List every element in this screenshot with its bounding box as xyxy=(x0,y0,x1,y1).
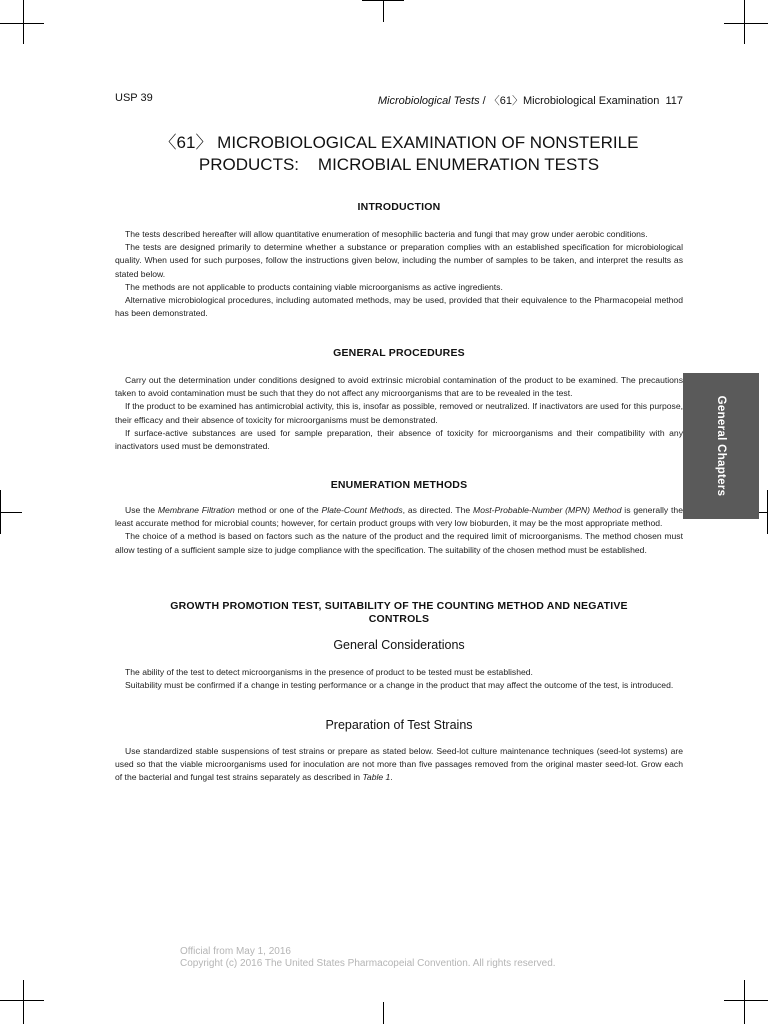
preparation-of-test-strains-heading: Preparation of Test Strains xyxy=(325,718,473,732)
general-chapters-tab xyxy=(683,373,759,519)
mpn-method-ref: Most-Probable-Number (MPN) Method xyxy=(473,505,622,515)
paragraph: The tests described hereafter will allow quantitative enumeration of mesophilic bacteria and fungi that may grow under aerobic conditions. xyxy=(125,229,648,239)
general-chapters-tab-label: General Chapters xyxy=(715,395,727,497)
enumeration-methods-body xyxy=(115,504,683,557)
general-procedures-body xyxy=(115,374,683,453)
table-1-ref: Table 1 xyxy=(362,772,391,783)
introduction-body xyxy=(115,228,683,320)
general-considerations-body xyxy=(115,666,683,692)
paragraph: The tests are designed primarily to determine whether a substance or preparation complies with an established specification for microbiological quality. When used for such purposes, follow the instructions given below, including the number of samples to be taken, and interpret the results as stated below. xyxy=(115,242,683,279)
paragraph: Carry out the determination under conditions designed to avoid extrinsic microbial contamination of the product to be examined. The precautions taken to avoid contamination must be such that they do not affect any microorganisms that are to be revealed in the test. xyxy=(115,375,683,399)
growth-promotion-heading: GROWTH PROMOTION TEST, SUITABILITY OF THE COUNTING METHOD AND NEGATIVE CONTROLS xyxy=(170,600,628,625)
chapter-title xyxy=(115,132,683,176)
introduction-heading: INTRODUCTION xyxy=(357,201,441,213)
enumeration-methods-heading: ENUMERATION METHODS xyxy=(330,479,468,491)
paragraph: Use the Membrane Filtration method or one of the Plate-Count Methods, as directed. The Most-Probable-Number (MPN) Method is generally the least accurate method for microbial counts; however, for certain product groups with very low bioburden, it may be the most appropriate method. xyxy=(115,505,683,529)
running-head-section-rest: / 〈61〉Microbiological Examination xyxy=(479,95,660,107)
general-procedures-heading: GENERAL PROCEDURES xyxy=(333,347,465,359)
paragraph: The choice of a method is based on factors such as the nature of the product and the required limit of microorganisms. The method chosen must allow testing of a sufficient sample size to judge compliance with the specification. The suitability of the chosen method must be established. xyxy=(115,531,683,555)
paragraph: If the product to be examined has antimicrobial activity, this is, insofar as possible, removed or neutralized. If inactivators are used for this purpose, their efficacy and their absence of toxicity for microorganisms must be demonstrated. xyxy=(115,401,683,425)
running-head-section xyxy=(378,92,683,108)
copyright-notice: Copyright (c) 2016 The United States Pharmacopeial Convention. All rights reserved. xyxy=(180,958,556,969)
paragraph: The ability of the test to detect microorganisms in the presence of product to be tested must be established. xyxy=(125,667,533,677)
page-number: 117 xyxy=(665,95,683,107)
paragraph: The methods are not applicable to products containing viable microorganisms as active ingredients. xyxy=(125,281,503,292)
general-considerations-heading: General Considerations xyxy=(333,638,465,652)
plate-count-ref: Plate-Count Methods xyxy=(321,505,403,515)
membrane-filtration-ref: Membrane Filtration xyxy=(157,505,235,515)
paragraph: Alternative microbiological procedures, including automated methods, may be used, provided that their equivalence to the Pharmacopeial method has been demonstrated. xyxy=(115,295,683,319)
chapter-title-line1: 〈61〉 MICROBIOLOGICAL EXAMINATION OF NONSTERILE xyxy=(159,133,639,152)
paragraph: If surface-active substances are used for sample preparation, their absence of toxicity for microorganisms and their compatibility with any inactivators used must be demonstrated. xyxy=(115,427,683,452)
running-head-book: USP 39 xyxy=(115,92,153,104)
paragraph: Use standardized stable suspensions of test strains or prepare as stated below. Seed-lot culture maintenance techniques (seed-lot systems) are used so that the viable microorganisms used for inoculation are not more than five passages removed from the original master seed-lot. Grow each of the bacterial and fungal test strains separately as described in Table 1. xyxy=(115,746,683,783)
preparation-of-test-strains-body xyxy=(115,745,683,785)
chapter-title-line2: PRODUCTS: MICROBIAL ENUMERATION TESTS xyxy=(198,155,600,174)
official-date: Official from May 1, 2016 xyxy=(180,946,291,957)
paragraph: Suitability must be confirmed if a change in testing performance or a change in the product that may affect the outcome of the test, is introduced. xyxy=(125,680,674,691)
running-head-section-italic: Microbiological Tests xyxy=(377,95,480,107)
copyright-footer xyxy=(180,946,640,970)
